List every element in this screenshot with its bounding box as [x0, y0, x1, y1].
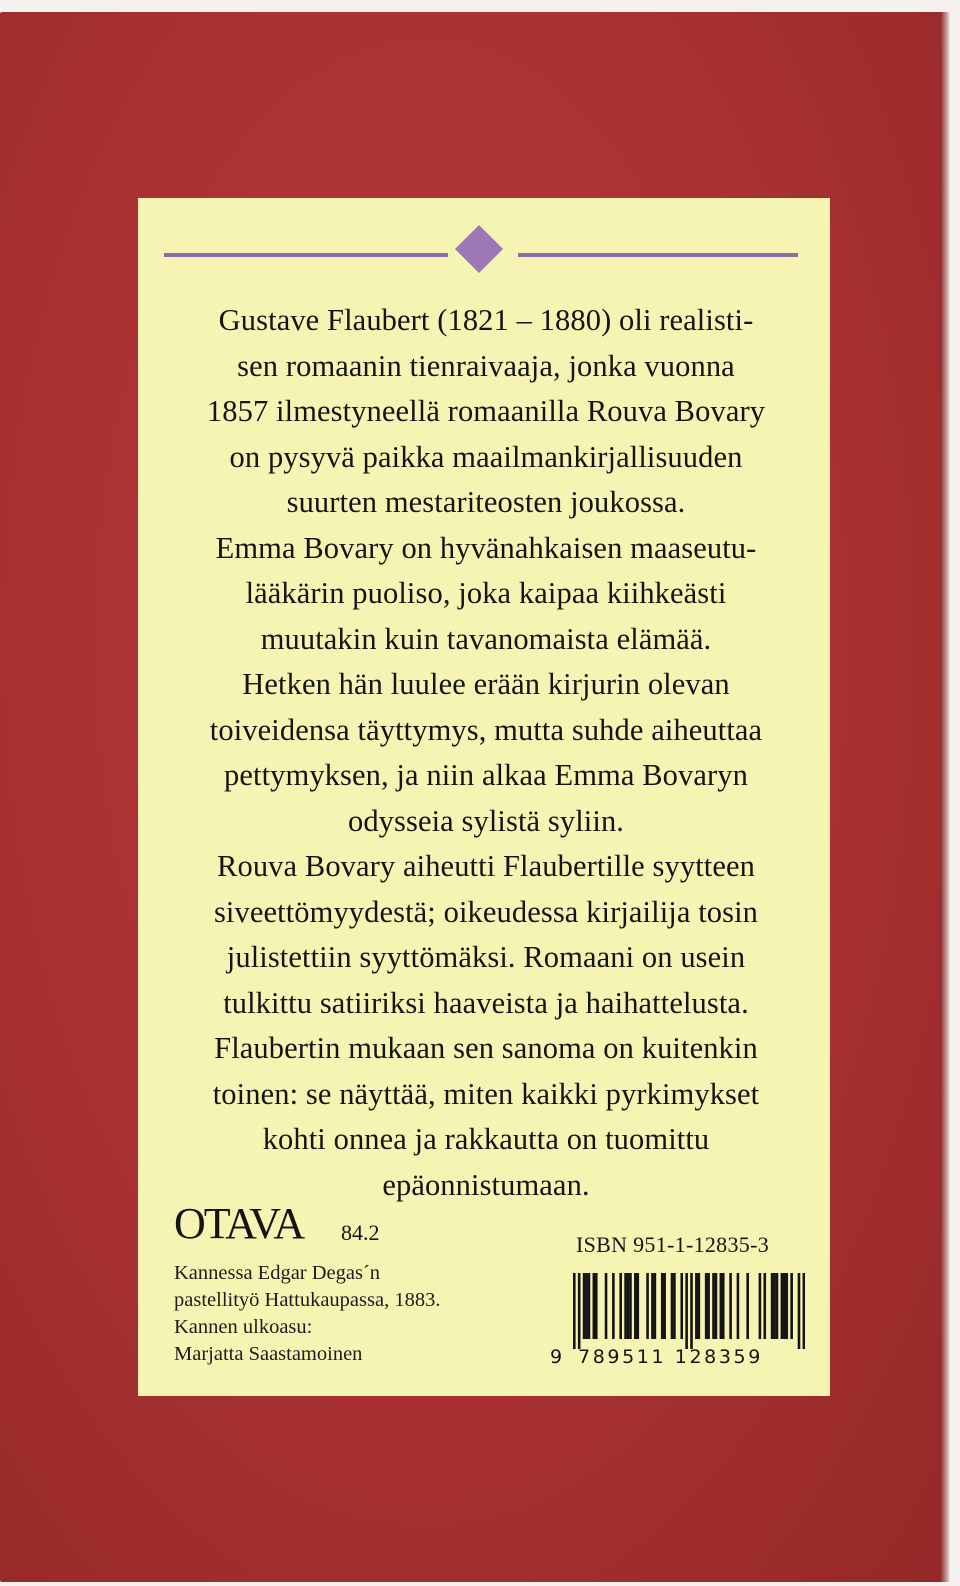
blurb-line: odysseia sylistä syliin.: [347, 803, 625, 838]
barcode-bar: [661, 1273, 664, 1339]
barcode-bar: [803, 1273, 805, 1349]
blurb-line: pettymyksen, ja niin alkaa Emma Bovaryn: [224, 758, 748, 792]
blurb-line: sen romaanin tienraivaaja, jonka vuonna: [237, 348, 735, 383]
barcode-bar: [673, 1273, 676, 1339]
blurb-line: 1857 ilmestyneellä romaanilla Rouva Bovary: [206, 394, 766, 428]
barcode-bar: [573, 1273, 576, 1349]
barcode-bar: [785, 1273, 788, 1339]
barcode-bar: [627, 1273, 630, 1339]
barcode-bar: [781, 1273, 784, 1339]
credit-line: Kannen ulkoasu:: [174, 1316, 313, 1338]
barcode: [573, 1273, 805, 1349]
blurb-line: Rouva Bovary aiheutti Flaubertille syytteen: [217, 849, 755, 883]
barcode-bar: [605, 1273, 608, 1339]
barcode-bar: [759, 1273, 762, 1339]
cover-edge: [940, 12, 950, 1582]
blurb-line: toiveidensa täyttymys, mutta suhde aiheuttaa: [209, 712, 763, 747]
barcode-bar: [707, 1273, 710, 1339]
blurb-line: siveettömyydestä; oikeudessa kirjailija tosin: [213, 894, 759, 929]
barcode-bar: [783, 1273, 786, 1339]
barcode-bar: [698, 1273, 701, 1339]
barcode-bar: [634, 1273, 637, 1339]
blurb-line: toinen: se näyttää, miten kaikki pyrkimykset: [212, 1076, 760, 1111]
barcode-bar: [737, 1273, 740, 1339]
blurb-line: suurten mestariteosten joukossa.: [286, 485, 686, 519]
credit-line: Marjatta Saastamoinen: [174, 1343, 363, 1365]
barcode-bar: [671, 1273, 674, 1339]
barcode-bar: [798, 1273, 801, 1349]
blurb-line: Gustave Flaubert (1821 – 1880) oli realisti-: [218, 303, 754, 337]
blurb-line: Emma Bovary on hyvänahkaisen maaseutu-: [215, 530, 757, 565]
blurb-line: epäonnistumaan.: [382, 1167, 590, 1202]
blurb-line: muutakin kuin tavanomaista elämää.: [260, 621, 712, 656]
barcode-bar: [619, 1273, 622, 1339]
barcode-bar: [746, 1273, 749, 1339]
barcode-bar: [773, 1273, 776, 1339]
barcode-bar: [729, 1273, 732, 1339]
barcode-bar: [712, 1273, 715, 1339]
blurb-line: tulkittu satiiriksi haaveista ja haihattelusta.: [223, 985, 749, 1020]
barcode-bar: [578, 1273, 581, 1349]
barcode-bar: [588, 1273, 591, 1339]
back-cover-panel: [138, 198, 830, 1396]
blurb-text: [162, 298, 810, 1208]
barcode-bar: [595, 1273, 598, 1339]
credit-line: Kannessa Edgar Degas´n: [174, 1262, 381, 1284]
cover-credits: [174, 1260, 440, 1368]
barcode-bar: [646, 1273, 649, 1339]
barcode-bar: [629, 1273, 632, 1339]
barcode-first-digit: 9: [550, 1346, 563, 1368]
barcode-bar: [654, 1273, 657, 1339]
blurb-line: julistettiin syyttömäksi. Romaani on usein: [226, 940, 746, 974]
barcode-bar: [685, 1273, 688, 1349]
barcode-bar: [705, 1273, 708, 1339]
barcode-bar: [624, 1273, 627, 1339]
blurb-line: kohti onnea ja rakkautta on tuomittu: [262, 1122, 710, 1156]
barcode-bar: [593, 1273, 596, 1339]
barcode-bar: [583, 1273, 586, 1339]
ornament-rule-left: [164, 253, 448, 257]
publisher-logo: OTAVA: [174, 1199, 304, 1248]
barcode-bar: [636, 1273, 639, 1339]
barcode-bar: [585, 1273, 588, 1339]
barcode-bar: [771, 1273, 774, 1339]
barcode-bar: [790, 1273, 793, 1339]
classification-code: 84.2: [341, 1220, 380, 1245]
barcode-bar: [651, 1273, 654, 1339]
barcode-bar: [720, 1273, 723, 1339]
barcode-bar: [690, 1273, 693, 1349]
isbn-label: ISBN 951-1-12835-3: [576, 1232, 770, 1257]
ornament-rule-right: [518, 253, 798, 257]
barcode-rest-digits: 789511 128359: [578, 1346, 763, 1368]
blurb-line: on pysyvä paikka maailmankirjallisuuden: [229, 439, 743, 474]
blurb-line: Flaubertin mukaan sen sanoma on kuitenkin: [214, 1031, 758, 1065]
blurb-line: lääkärin puoliso, joka kaipaa kiihkeästi: [245, 576, 727, 610]
credit-line: pastellityö Hattukaupassa, 1883.: [174, 1289, 441, 1311]
diamond-ornament-icon: [455, 225, 503, 273]
barcode-bar: [776, 1273, 779, 1339]
barcode-bar: [763, 1273, 766, 1339]
barcode-bar: [663, 1273, 666, 1339]
blurb-line: Hetken hän luulee erään kirjurin olevan: [242, 667, 730, 701]
barcode-bar: [722, 1273, 725, 1339]
barcode-bar: [695, 1273, 698, 1339]
barcode-bar: [715, 1273, 718, 1339]
barcode-bar: [612, 1273, 615, 1339]
barcode-bar: [680, 1273, 683, 1339]
